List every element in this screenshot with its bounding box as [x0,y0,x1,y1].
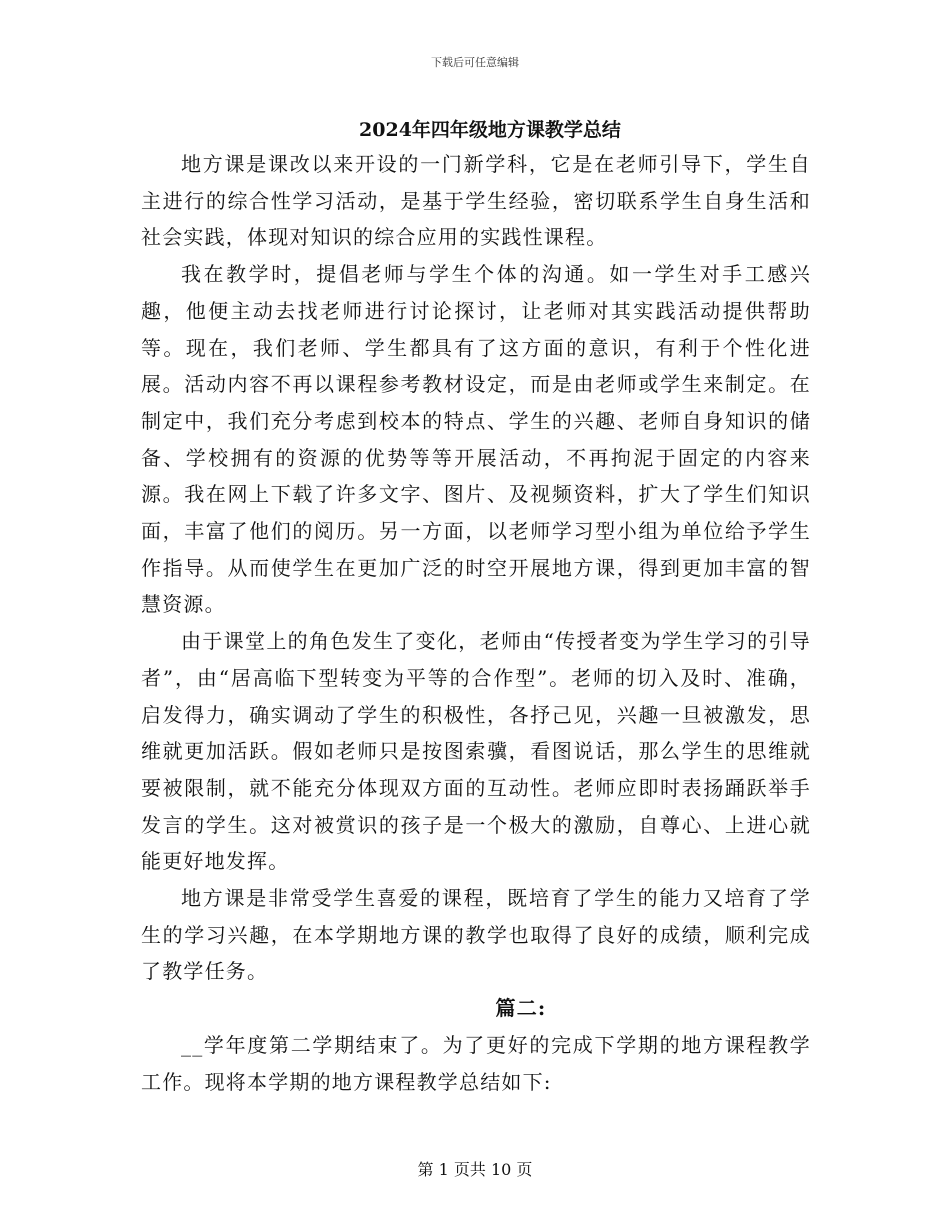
paragraph-4: 地方课是非常受学生喜爱的课程，既培育了学生的能力又培育了学生的学习兴趣，在本学期地方课的教学也取得了良好的成绩，顺利完成了教学任务。 [141,886,811,984]
document-body [141,146,811,1100]
section-2-paragraph-1: __学年度第二学期结束了。为了更好的完成下学期的地方课程教学工作。现将本学期的地方课程教学总结如下: [141,1032,811,1094]
section-2-heading: 篇二: [495,996,547,1021]
paragraph-3: 由于课堂上的角色发生了变化，老师由“传授者变为学生学习的引导者”，由“居高临下型转变为平等的合作型”。老师的切入及时、准确，启发得力，确实调动了学生的积极性，各抒己见，兴趣一旦被激发，思维就更加活跃。假如老师只是按图索骥，看图说话，那么学生的思维就要被限制，就不能充分体现双方面的互动性。老师应即时表扬踊跃举手发言的学生。这对被赏识的孩子是一个极大的激励，自尊心、上进心就能更好地发挥。 [141,629,811,874]
paragraph-2: 我在教学时，提倡老师与学生个体的沟通。如一学生对手工感兴趣，他便主动去找老师进行讨论探讨，让老师对其实践活动提供帮助等。现在，我们老师、学生都具有了这方面的意识，有利于个性化进展。活动内容不再以课程参考教材设定，而是由老师或学生来制定。在制定中，我们充分考虑到校本的特点、学生的兴趣、老师自身知识的储备、学校拥有的资源的优势等等开展活动，不再拘泥于固定的内容来源。我在网上下载了许多文字、图片、及视频资料，扩大了学生们知识面，丰富了他们的阅历。另一方面，以老师学习型小组为单位给予学生作指导。从而使学生在更加广泛的时空开展地方课，得到更加丰富的智慧资源。 [141,262,811,617]
page-footer-page-number: 第 1 页共 10 页 [417,1160,533,1179]
document-title: 2024年四年级地方课教学总结 [359,119,621,141]
page-header-note: 下载后可任意编辑 [431,56,519,69]
paragraph-1: 地方课是课改以来开设的一门新学科，它是在老师引导下，学生自主进行的综合性学习活动，是基于学生经验，密切联系学生自身生活和社会实践，体现对知识的综合应用的实践性课程。 [141,152,811,250]
